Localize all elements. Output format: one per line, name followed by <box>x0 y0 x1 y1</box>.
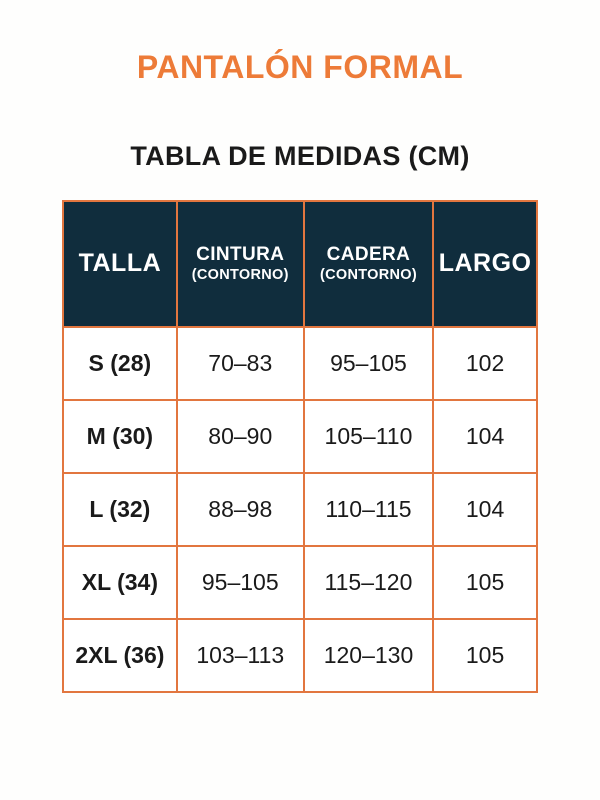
header-label-cadera: CADERA <box>326 244 411 266</box>
size-table <box>62 200 538 693</box>
cell-talla: M (30) <box>63 400 177 473</box>
page-title: PANTALÓN FORMAL <box>136 49 464 85</box>
cell-talla: S (28) <box>63 327 177 400</box>
table-row-l <box>63 473 537 546</box>
table-row-m <box>63 400 537 473</box>
cell-cadera: 105–110 <box>304 400 433 473</box>
cell-cintura: 95–105 <box>177 546 304 619</box>
cell-cadera: 115–120 <box>304 546 433 619</box>
header-row <box>63 201 537 327</box>
header-cell-largo <box>433 201 537 327</box>
header-cell-talla <box>63 201 177 327</box>
cell-largo: 105 <box>433 546 537 619</box>
cell-cintura: 103–113 <box>177 619 304 692</box>
size-table-header <box>63 201 537 327</box>
cell-cintura: 80–90 <box>177 400 304 473</box>
cell-cadera: 110–115 <box>304 473 433 546</box>
cell-largo: 104 <box>433 473 537 546</box>
header-cell-cadera <box>304 201 433 327</box>
header-sublabel-cintura: (CONTORNO) <box>191 267 289 284</box>
size-chart-page <box>0 50 600 800</box>
table-row-2xl <box>63 619 537 692</box>
header-cell-cintura <box>177 201 304 327</box>
cell-largo: 102 <box>433 327 537 400</box>
size-table-body <box>63 327 537 692</box>
cell-talla: L (32) <box>63 473 177 546</box>
table-row-xl <box>63 546 537 619</box>
header-sublabel-cadera: (CONTORNO) <box>319 267 417 284</box>
cell-cintura: 70–83 <box>177 327 304 400</box>
header-label-cintura: CINTURA <box>196 244 285 266</box>
header-label-talla: TALLA <box>78 249 162 278</box>
cell-cadera: 95–105 <box>304 327 433 400</box>
table-row-s <box>63 327 537 400</box>
cell-talla: 2XL (36) <box>63 619 177 692</box>
header-label-largo: LARGO <box>438 249 532 278</box>
page-subtitle: TABLA DE MEDIDAS (CM) <box>130 141 470 172</box>
cell-cintura: 88–98 <box>177 473 304 546</box>
cell-cadera: 120–130 <box>304 619 433 692</box>
cell-largo: 105 <box>433 619 537 692</box>
cell-largo: 104 <box>433 400 537 473</box>
cell-talla: XL (34) <box>63 546 177 619</box>
